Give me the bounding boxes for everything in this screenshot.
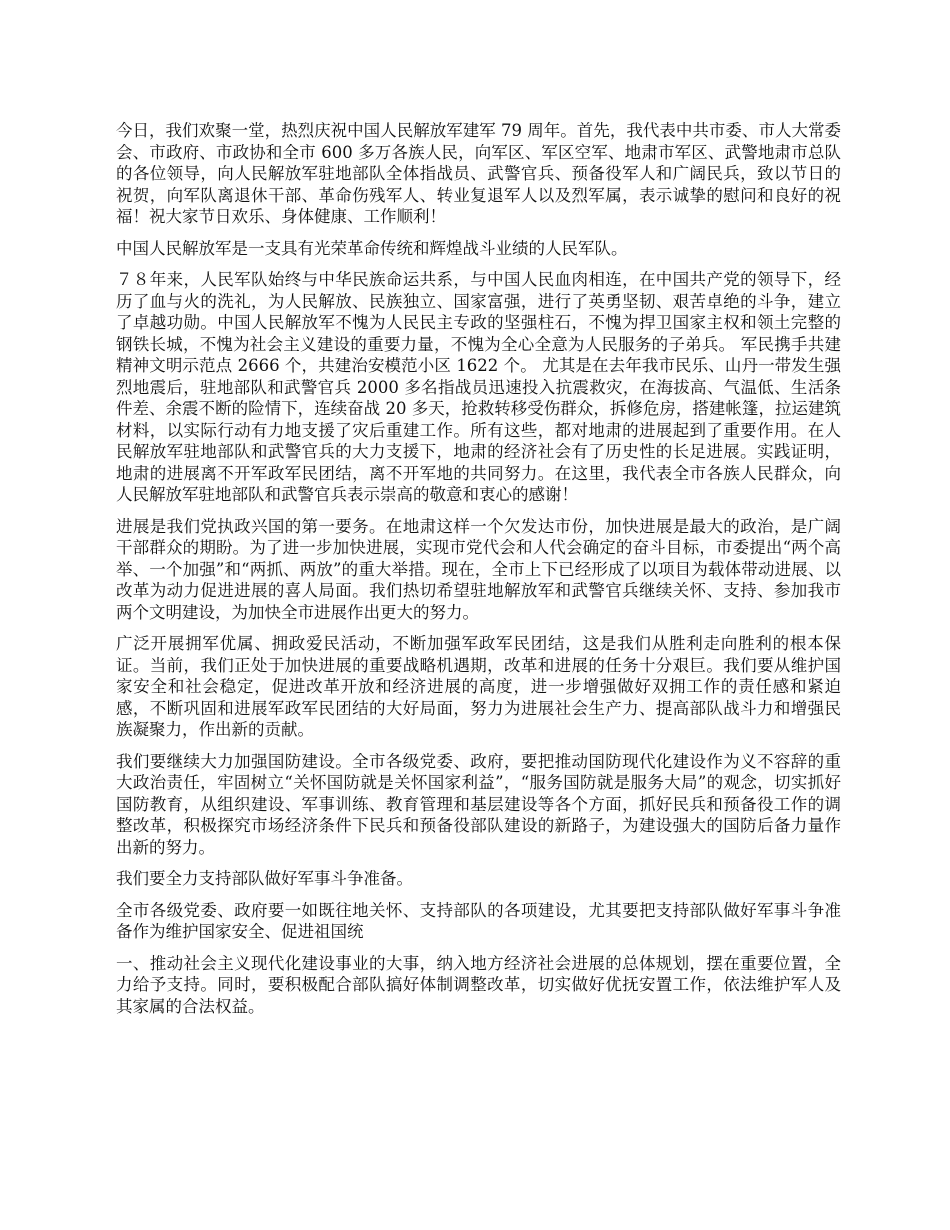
paragraph-history: ７８年来，人民军队始终与中华民族命运共系，与中国人民血肉相连，在中国共产党的领导下，经历了血与火的洗礼，为人民解放、民族独立、国家富强，进行了英勇坚韧、艰苦卓绝的斗争，建立了卓越功勋。中国人民解放军不愧为人民民主专政的坚强柱石，不愧为捍卫国家主权和领土完整的钢铁长城，不愧为社会主义建设的重要力量，不愧为全心全意为人民服务的子弟兵。 军民携手共建精神文明示范点 2666 个，共建治安模范小区 1622 个。 尤其是在去年我市民乐、山丹一带发生强烈地震后，驻地部队和武警官兵 2000 多名指战员迅速投入抗震救灾，在海拔高、气温低、生活条件差、余震不断的险情下，连续奋战 20 多天，抢救转移受伤群众，拆修危房，搭建帐篷，拉运建筑材料，以实际行动有力地支援了灾后重建工作。所有这些，都对地肃的进展起到了重要作用。在人民解放军驻地部队和武警官兵的大力支援下，地肃的经济社会有了历史性的长足进展。实践证明，地肃的进展离不开军政军民团结，离不开军地的共同努力。在这里，我代表全市各族人民群众，向人民解放军驻地部队和武警官兵表示崇高的敬意和衷心的感谢！ xyxy=(116,270,841,504)
paragraph-military-prep: 我们要全力支持部队做好军事斗争准备。 xyxy=(116,869,413,888)
document-page xyxy=(116,120,841,1027)
paragraph-army-intro: 中国人民解放军是一支具有光荣革命传统和辉煌战斗业绩的人民军队。 xyxy=(116,238,628,258)
paragraph-item-one: 一、推动社会主义现代化建设事业的大事，纳入地方经济社会进展的总体规划，摆在重要位置，全力给予支持。同时，要积极配合部队搞好体制调整改革，切实做好优抚安置工作，依法维护军人及其家属的合法权益。 xyxy=(116,953,841,1016)
paragraph-national-defense: 我们要继续大力加强国防建设。全市各级党委、政府，要把推动国防现代化建设作为义不容辞的重大政治责任，牢固树立“关怀国防就是关怀国家利益”，“服务国防就是服务大局”的观念，切实抓好国防教育，从组织建设、军事训练、教育管理和基层建设等各个方面，抓好民兵和预备役工作的调整改革，积极探究市场经济条件下民兵和预备役部队建设的新路子，为建设强大的国防后备力量作出新的努力。 xyxy=(116,751,841,857)
paragraph-unity: 广泛开展拥军优属、拥政爱民活动，不断加强军政军民团结，这是我们从胜利走向胜利的根本保证。当前，我们正处于加快进展的重要战略机遇期，改革和进展的任务十分艰巨。我们要从维护国家安全和社会稳定，促进改革开放和经济进展的高度，进一步增强做好双拥工作的责任感和紧迫感，不断巩固和进展军政军民团结的大好局面，努力为进展社会生产力、提高部队战斗力和增强民族凝聚力，作出新的贡献。 xyxy=(116,634,841,739)
paragraph-party-support: 全市各级党委、政府要一如既往地关怀、支持部队的各项建设，尤其要把支持部队做好军事斗争准备作为维护国家安全、促进祖国统 xyxy=(116,900,841,941)
paragraph-development: 进展是我们党执政兴国的第一要务。在地肃这样一个欠发达市份，加快进展是最大的政治，是广阔干部群众的期盼。为了进一步加快进展，实现市党代会和人代会确定的奋斗目标，市委提出“两个高举、一个加强”和“两抓、两放”的重大举措。现在，全市上下已经形成了以项目为载体带动进展、以改革为动力促进进展的喜人局面。我们热切希望驻地解放军和武警官兵继续关怀、支持、参加我市两个文明建设，为加快全市进展作出更大的努力。 xyxy=(116,516,841,622)
paragraph-greeting: 今日，我们欢聚一堂，热烈庆祝中国人民解放军建军 79 周年。首先，我代表中共市委、市人大常委会、市政府、市政协和全市 600 多万各族人民，向军区、军区空军、地肃市军区、武警地肃市总队的各位领导，向人民解放军驻地部队全体指战员、武警官兵、预备役军人和广阔民兵，致以节日的祝贺，向军队离退休干部、革命伤残军人、转业复退军人以及烈军属，表示诚挚的慰问和良好的祝福！祝大家节日欢乐、身体健康、工作顺利！ xyxy=(116,121,841,226)
